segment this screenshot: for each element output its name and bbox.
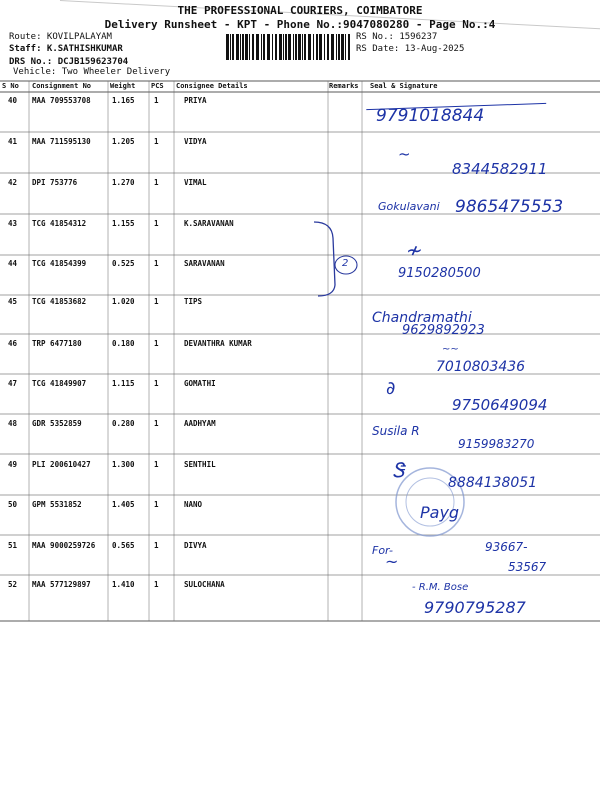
phone-row-45: 9629892923 xyxy=(402,323,485,338)
phone-row-51: 93667- xyxy=(485,540,528,554)
table-row xyxy=(0,178,600,188)
barcode-bar xyxy=(295,34,297,60)
barcode-bar xyxy=(285,34,287,60)
cell-weight: 1.410 xyxy=(112,580,135,589)
barcode-bar xyxy=(267,34,270,60)
barcode-bar xyxy=(288,34,291,60)
cell-pcs: 1 xyxy=(154,419,159,428)
cell-weight: 1.300 xyxy=(112,460,135,469)
cell-consignee: SENTHIL xyxy=(184,460,216,469)
cell-sno: 51 xyxy=(8,541,18,550)
barcode-bar xyxy=(298,34,301,60)
cell-weight: 1.020 xyxy=(112,297,135,306)
cell-weight: 1.115 xyxy=(112,379,135,388)
barcode-bar xyxy=(230,34,231,60)
barcode-bar xyxy=(236,34,239,60)
signature-row-50: Payg xyxy=(420,503,460,522)
cell-consignee: SARAVANAN xyxy=(184,259,225,268)
barcode-bar xyxy=(331,34,334,60)
signature-row-46: ~~ xyxy=(442,344,459,355)
cell-sno: 49 xyxy=(8,460,18,469)
barcode-bar xyxy=(316,34,318,60)
barcode-bar xyxy=(261,34,262,60)
cell-weight: 1.155 xyxy=(112,219,135,228)
barcode-bar xyxy=(275,34,277,60)
cell-consignee: VIMAL xyxy=(184,178,207,187)
cell-pcs: 1 xyxy=(154,259,159,268)
cell-consignee: DEVANTHRA KUMAR xyxy=(184,339,252,348)
runsheet-title: Delivery Runsheet - KPT - Phone No.:9047080280 - Page No.:4 xyxy=(104,18,496,31)
barcode-bar xyxy=(256,34,259,60)
cell-consignment: TRP 6477180 xyxy=(32,339,82,348)
cell-weight: 1.165 xyxy=(112,96,135,105)
table-row xyxy=(0,219,600,229)
cell-consignment: MAA 577129897 xyxy=(32,580,91,589)
cell-consignment: MAA 9000259726 xyxy=(32,541,96,550)
cell-weight: 1.205 xyxy=(112,137,135,146)
barcode-bar xyxy=(279,34,282,60)
cell-consignee: VIDYA xyxy=(184,137,207,146)
barcode-bar xyxy=(308,34,311,60)
cell-consignment: TCG 41849907 xyxy=(32,379,87,388)
cell-pcs: 1 xyxy=(154,580,159,589)
barcode-bar xyxy=(336,34,337,60)
phone-row-44: 9150280500 xyxy=(398,266,481,281)
cell-consignment: TCG 41854312 xyxy=(32,219,87,228)
barcode-bar xyxy=(245,34,248,60)
signature-row-42: Gokulavani xyxy=(378,200,440,213)
cell-consignee: NANO xyxy=(184,500,203,509)
barcode xyxy=(226,34,352,60)
rs-number: RS No.: 1596237 xyxy=(356,32,438,42)
cell-sno: 42 xyxy=(8,178,18,187)
barcode-bar xyxy=(272,34,273,60)
barcode-bar xyxy=(240,34,241,60)
barcode-bar xyxy=(348,34,350,60)
table-row xyxy=(0,379,600,389)
cell-weight: 0.565 xyxy=(112,541,135,550)
cell-sno: 43 xyxy=(8,219,18,228)
signature-row-51b: ~ xyxy=(385,552,399,571)
cell-sno: 50 xyxy=(8,500,18,509)
cell-pcs: 1 xyxy=(154,379,159,388)
cell-consignment: GDR 5352859 xyxy=(32,419,82,428)
col-remarks: Remarks xyxy=(329,82,359,90)
phone-row-42: 9865475553 xyxy=(455,197,564,217)
cell-sno: 47 xyxy=(8,379,18,388)
barcode-bar xyxy=(252,34,254,60)
company-title: THE PROFESSIONAL COURIERS, COIMBATORE xyxy=(177,4,423,17)
staff-label: Staff: K.SATHISHKUMAR xyxy=(9,44,123,54)
cell-consignee: TIPS xyxy=(184,297,203,306)
cell-pcs: 1 xyxy=(154,96,159,105)
barcode-bar xyxy=(324,34,325,60)
col-consignment: Consignment No xyxy=(32,82,92,90)
cell-pcs: 1 xyxy=(154,460,159,469)
cell-consignment: PLI 200610427 xyxy=(32,460,91,469)
route-label: Route: KOVILPALAYAM xyxy=(9,32,112,42)
table-row xyxy=(0,339,600,349)
cell-weight: 1.270 xyxy=(112,178,135,187)
cell-sno: 41 xyxy=(8,137,18,146)
signature-row-47: ∂ xyxy=(386,378,396,399)
cell-sno: 46 xyxy=(8,339,18,348)
phone-row-41: 8344582911 xyxy=(452,160,548,178)
barcode-bar xyxy=(327,34,329,60)
cell-consignee: DIVYA xyxy=(184,541,207,550)
col-seal: Seal & Signature xyxy=(370,82,438,90)
phone-row-51-cont: 53567 xyxy=(508,560,547,574)
barcode-bar xyxy=(313,34,314,60)
cell-consignment: GPM 5531852 xyxy=(32,500,82,509)
cell-consignment: DPI 753776 xyxy=(32,178,78,187)
phone-row-40: 9791018844 xyxy=(376,106,485,126)
col-pcs: PCS xyxy=(151,82,164,90)
table-row xyxy=(0,580,600,590)
cell-consignment: MAA 711595130 xyxy=(32,137,91,146)
cell-consignee: GOMATHI xyxy=(184,379,216,388)
cell-pcs: 1 xyxy=(154,541,159,550)
barcode-bar xyxy=(319,34,322,60)
barcode-bar xyxy=(242,34,244,60)
cell-sno: 52 xyxy=(8,580,18,589)
phone-row-47: 9750649094 xyxy=(452,396,548,414)
signature-row-45: Chandramathi xyxy=(372,310,472,326)
cell-consignment: MAA 709553708 xyxy=(32,96,91,105)
barcode-bar xyxy=(263,34,265,60)
cell-weight: 1.405 xyxy=(112,500,135,509)
cell-consignee: K.SARAVANAN xyxy=(184,219,234,228)
phone-row-46: 7010803436 xyxy=(436,359,526,375)
cell-sno: 44 xyxy=(8,259,18,268)
table-row xyxy=(0,500,600,510)
signature-row-51: For- xyxy=(372,544,393,557)
cell-weight: 0.280 xyxy=(112,419,135,428)
col-sno: S No xyxy=(2,82,19,90)
rs-date: RS Date: 13-Aug-2025 xyxy=(356,44,465,54)
barcode-bar xyxy=(283,34,284,60)
table-row xyxy=(0,419,600,429)
cell-pcs: 1 xyxy=(154,137,159,146)
barcode-bar xyxy=(302,34,303,60)
phone-row-48: 9159983270 xyxy=(458,437,535,451)
table-row xyxy=(0,460,600,470)
cell-sno: 40 xyxy=(8,96,18,105)
barcode-bar xyxy=(226,34,229,60)
vehicle-label: Vehicle: Two Wheeler Delivery xyxy=(13,67,171,77)
cell-consignee: AADHYAM xyxy=(184,419,216,428)
barcode-bar xyxy=(249,34,250,60)
bracket-mark: 2 xyxy=(342,258,349,269)
col-consignee: Consignee Details xyxy=(176,82,248,90)
drs-number: DRS No.: DCJB159623704 xyxy=(9,57,129,67)
table-row xyxy=(0,297,600,307)
cell-pcs: 1 xyxy=(154,297,159,306)
cell-pcs: 1 xyxy=(154,178,159,187)
barcode-bar xyxy=(345,34,346,60)
cell-consignment: TCG 41853682 xyxy=(32,297,87,306)
phone-row-52: 9790795287 xyxy=(424,598,526,617)
barcode-bar xyxy=(304,34,306,60)
cell-pcs: 1 xyxy=(154,339,159,348)
cell-consignee: PRIYA xyxy=(184,96,207,105)
cell-sno: 45 xyxy=(8,297,18,306)
cell-sno: 48 xyxy=(8,419,18,428)
table-row xyxy=(0,137,600,147)
cell-pcs: 1 xyxy=(154,500,159,509)
cell-consignment: TCG 41854399 xyxy=(32,259,87,268)
signature-row-44: ≁ xyxy=(406,238,423,262)
cell-weight: 0.525 xyxy=(112,259,135,268)
table-row xyxy=(0,259,600,269)
col-weight: Weight xyxy=(110,82,136,90)
barcode-bar xyxy=(293,34,294,60)
barcode-bar xyxy=(341,34,344,60)
signature-row-52: - R.M. Bose xyxy=(412,582,469,593)
barcode-bar xyxy=(232,34,234,60)
barcode-bar xyxy=(338,34,340,60)
cell-weight: 0.180 xyxy=(112,339,135,348)
signature-row-41: ~ xyxy=(398,145,411,163)
signature-row-49: Ꮥ xyxy=(392,458,405,482)
signature-row-48: Susila R xyxy=(372,424,420,438)
cell-consignee: SULOCHANA xyxy=(184,580,225,589)
phone-row-49: 8884138051 xyxy=(448,475,538,491)
cell-pcs: 1 xyxy=(154,219,159,228)
